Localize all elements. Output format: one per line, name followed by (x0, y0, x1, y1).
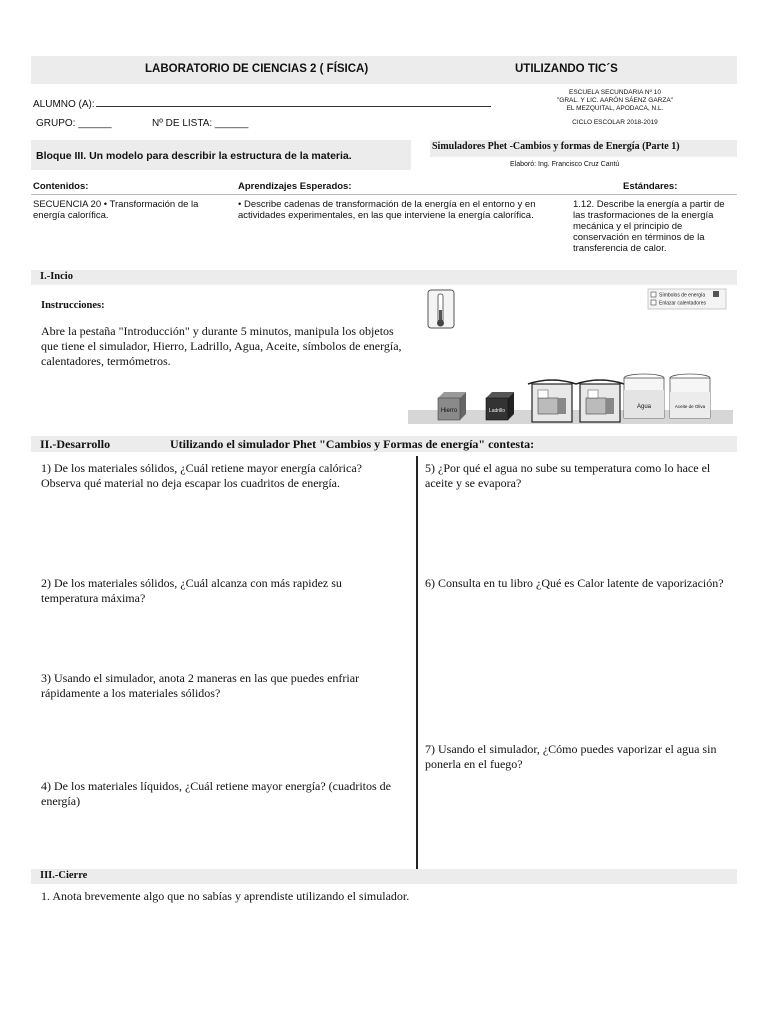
question-4: 4) De los materiales líquidos, ¿Cuál retiene mayor energía? (cuadritos de energía) (41, 779, 391, 808)
school-info (500, 89, 730, 113)
alumno-field[interactable] (96, 106, 491, 107)
section-2-subtitle: Utilizando el simulador Phet "Cambios y Formas de energía" contesta: (170, 437, 535, 451)
brick-block[interactable] (486, 392, 514, 420)
question-3: 3) Usando el simulador, anota 2 maneras en las que puedes enfriar rápidamente a los materiales sólidos? (41, 671, 360, 700)
column-divider (416, 456, 418, 870)
beaker-2[interactable] (576, 380, 624, 422)
school-year: CICLO ESCOLAR 2018-2019 (572, 119, 658, 126)
alumno-label: ALUMNO (A): (33, 99, 95, 110)
estandares-text: 1.12. Describe la energía a partir de las trasformaciones de la energía mecánica y el principio de conservación en términos de la transferencia de calor. (573, 199, 725, 254)
section-3-title: III.-Cierre (40, 870, 88, 881)
thermometer-icon[interactable] (428, 290, 454, 328)
iron-label: Hierro (440, 408, 458, 414)
energy-symbols-checkbox[interactable] (651, 292, 656, 297)
link-heaters-checkbox[interactable] (651, 300, 656, 305)
divider (31, 194, 737, 195)
oil-beaker[interactable] (670, 374, 710, 418)
question-7: 7) Usando el simulador, ¿Cómo puedes vaporizar el agua sin ponerla en el fuego? (425, 742, 717, 771)
question-2: 2) De los materiales sólidos, ¿Cuál alcanza con más rapidez su temperatura máxima? (41, 576, 342, 605)
brick-label: Ladrillo (488, 408, 506, 414)
bloque-title: Bloque III. Un modelo para describir la estructura de la materia. (36, 150, 352, 162)
header-band (31, 56, 737, 84)
school-name: ESCUELA SECUNDARIA Nº 10 (569, 89, 661, 96)
aprendizajes-text: • Describe cadenas de transformación de la energía en el entorno y en actividades experimentales, en las que interviene la energía calorífica. (238, 199, 536, 221)
lista-field[interactable]: Nº DE LISTA: ______ (152, 118, 249, 129)
tic-title: UTILIZANDO TIC´S (515, 63, 618, 75)
section-2-title: II.-Desarrollo (40, 437, 111, 451)
school-full-name: "GRAL. Y LIC. AARÓN SÁENZ GARZA" (557, 97, 673, 104)
thermometer-toggle-icon[interactable] (713, 291, 719, 297)
beaker-1[interactable] (528, 380, 576, 422)
closing-item-1: 1. Anota brevemente algo que no sabías y aprendiste utilizando el simulador. (41, 889, 410, 903)
section-1-title: I.-Incio (40, 271, 73, 282)
water-beaker[interactable] (624, 374, 664, 418)
estandares-header: Estándares: (623, 181, 678, 192)
link-heaters-label: Enlazar calentadores (659, 300, 706, 307)
question-1: 1) De los materiales sólidos, ¿Cuál retiene mayor energía calórica? Observa qué material no deja escapar los cuadritos de energía. (41, 461, 362, 490)
contenidos-text: SECUENCIA 20 • Transformación de la energía calorífica. (33, 199, 199, 221)
author: Elaboró: Ing. Francisco Cruz Cantú (510, 161, 620, 168)
water-label: Agua (636, 404, 652, 410)
question-5: 5) ¿Por qué el agua no sube su temperatura como lo hace el aceite y se evapora? (425, 461, 711, 490)
simulator-drawing (408, 286, 733, 424)
instructions-text: Abre la pestaña "Introducción" y durante 5 minutos, manipula los objetos que tiene el simulador, Hierro, Ladrillo, Agua, Aceite, símbolos de energía, calentadores, termómetros. (41, 324, 402, 368)
contenidos-header: Contenidos: (33, 181, 89, 192)
simulator-screenshot (408, 286, 733, 424)
iron-block[interactable] (438, 392, 466, 420)
aprendizajes-header: Aprendizajes Esperados: (238, 181, 352, 192)
grupo-field[interactable]: GRUPO: ______ (36, 118, 112, 129)
question-6: 6) Consulta en tu libro ¿Qué es Calor latente de vaporización? (425, 576, 724, 590)
oil-label: Aceite de Oliva (674, 404, 706, 409)
section-3-band (31, 869, 737, 884)
energy-symbols-label: Símbolos de energía (659, 292, 706, 299)
section-1-band (31, 270, 737, 285)
instructions-label: Instrucciones: (41, 300, 105, 311)
simulator-title: Simuladores Phet -Cambios y formas de Energía (Parte 1) (432, 141, 680, 152)
school-location: EL MEZQUITAL, APODACA, N.L. (566, 105, 664, 112)
lab-title: LABORATORIO DE CIENCIAS 2 ( FÍSICA) (145, 63, 369, 75)
options-panel (648, 289, 726, 309)
